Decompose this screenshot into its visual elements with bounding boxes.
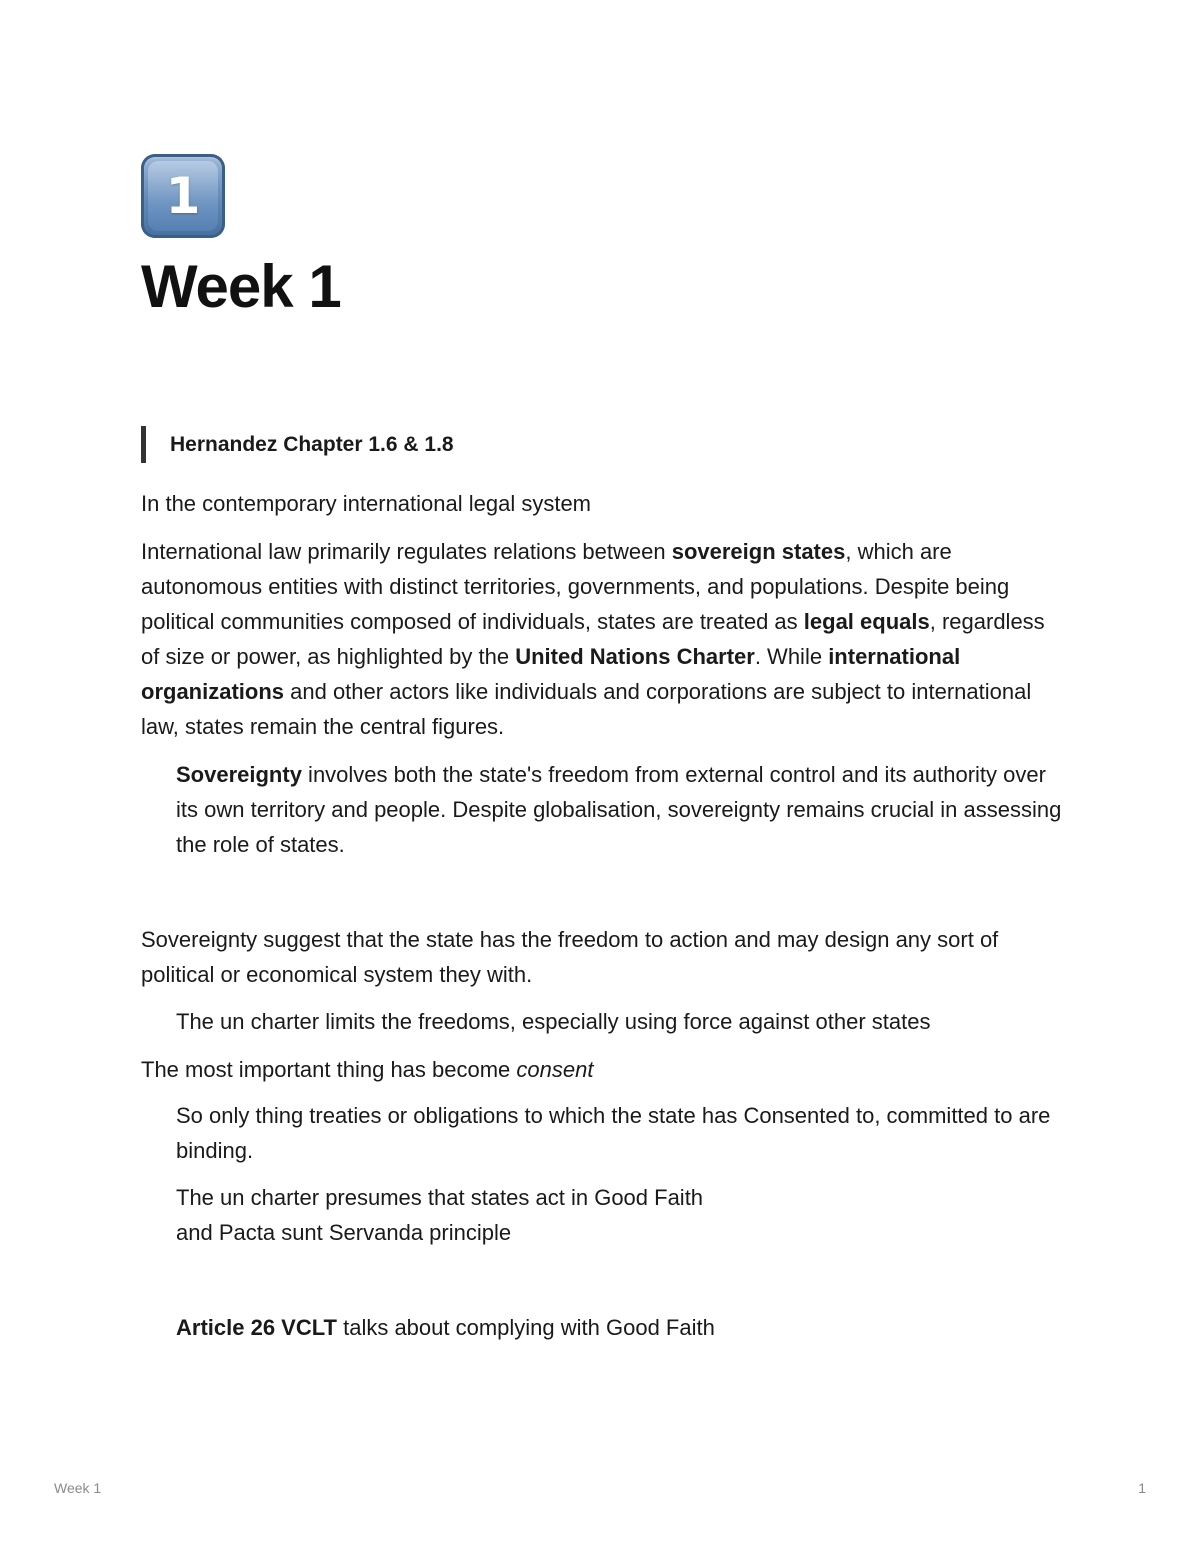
paragraph-article-26 [176, 1310, 1066, 1345]
text-span: , which are autonomous entities with distinct territories, governments, and populations. Despite being political communities composed of individuals, states are treated as [141, 539, 1010, 634]
footer-page-title: Week 1 [54, 1480, 102, 1496]
text-span: International law primarily regulates relations between [141, 539, 672, 564]
bold-term-international-organizations: international organizations [141, 644, 961, 704]
keycap-digit-glyph: 1 [148, 161, 218, 231]
bold-term-article-26-vclt: Article 26 VCLT [176, 1315, 337, 1340]
bold-term-un-charter: United Nations Charter [515, 644, 755, 669]
page-title: Week 1 [141, 253, 341, 320]
paragraph-intro: In the contemporary international legal system [141, 491, 592, 516]
text-span: The most important thing has become [141, 1057, 517, 1082]
paragraph-sovereign-states [141, 534, 1066, 744]
bold-term-sovereignty: Sovereignty [176, 762, 302, 787]
text-span: . While [754, 644, 829, 669]
text-span: involves both the state's freedom from external control and its authority over its own territory and people. Despite globalisation, sovereignty remains crucial in assessing the role of states. [176, 762, 1062, 857]
italic-term-consent: consent [516, 1057, 594, 1082]
paragraph-un-charter-limits: The un charter limits the freedoms, especially using force against other states [176, 1009, 931, 1034]
callout-text: Hernandez Chapter 1.6 & 1.8 [170, 432, 454, 456]
paragraph-binding-obligations: So only thing treaties or obligations to which the state has Consented to, committed to are binding. [176, 1103, 1051, 1163]
bold-term-sovereign-states: sovereign states [671, 539, 846, 564]
keycap-digit-one-icon [141, 154, 225, 238]
text-span: , regardless of size or power, as highlighted by the [141, 609, 1045, 669]
text-line: and Pacta sunt Servanda principle [176, 1220, 512, 1245]
text-span: talks about complying with Good Faith [336, 1315, 715, 1340]
paragraph-sovereignty-definition [176, 757, 1066, 862]
paragraph-consent [141, 1052, 1066, 1087]
text-line: The un charter presumes that states act in Good Faith [176, 1185, 704, 1210]
paragraph-sovereignty-freedom: Sovereignty suggest that the state has the freedom to action and may design any sort of political or economical system they with. [141, 927, 999, 987]
text-span: and other actors like individuals and corporations are subject to international law, states remain the central figures. [141, 679, 1032, 739]
bold-term-legal-equals: legal equals [803, 609, 930, 634]
callout-quote [141, 426, 454, 463]
footer-page-number: 1 [1138, 1480, 1146, 1496]
paragraph-good-faith [176, 1180, 1066, 1250]
